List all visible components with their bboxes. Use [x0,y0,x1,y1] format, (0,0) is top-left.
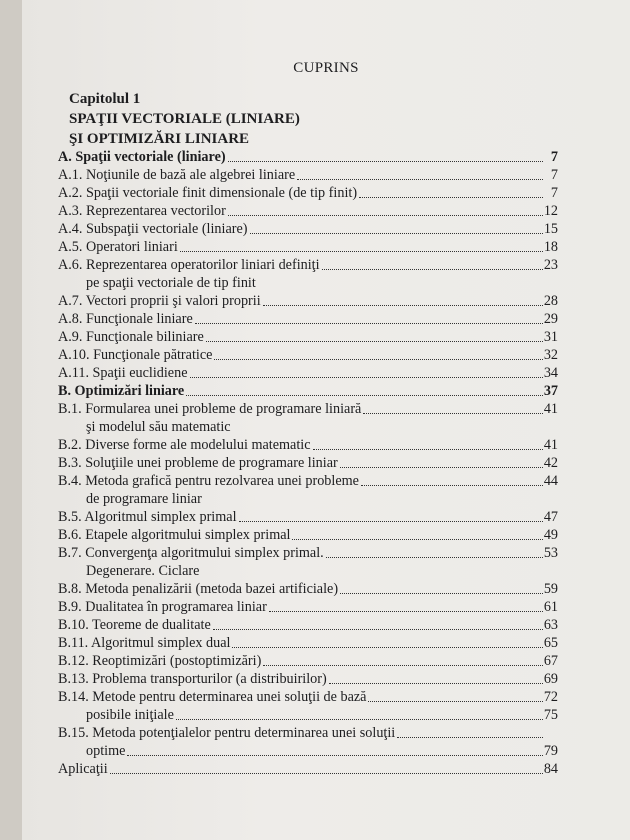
toc-entry [58,328,558,346]
toc-entry-page: 63 [543,617,558,633]
toc-entry [58,454,558,472]
toc-entry-page: 47 [543,509,558,525]
toc-entry-page: 31 [543,329,558,345]
toc-entry-title: Degenerare. Ciclare [86,563,200,579]
toc-entry-page: 61 [543,599,558,615]
toc-leader-dots [263,664,542,666]
toc-entry-page: 37 [543,383,558,399]
toc-entry-page: 7 [550,167,558,183]
toc-entry-title: A.9. Funcţionale biliniare [58,329,204,345]
toc-entry-page: 15 [543,221,558,237]
toc-leader-dots [228,160,543,162]
toc-entry-title: A.2. Spaţii vectoriale finit dimensionale (de tip finit) [58,185,358,201]
toc-leader-dots [110,772,543,774]
toc-entry-title: B.14. Metode pentru determinarea unei soluţii de bază [58,689,367,705]
toc-entry [58,238,558,256]
toc-entry [58,724,558,742]
toc-entry-title: B.5. Algoritmul simplex primal [58,509,237,525]
toc-entry [58,472,558,490]
toc-entry-page: 41 [543,401,558,417]
toc-entry [58,634,558,652]
toc-entry-page: 18 [543,239,558,255]
toc-entry [58,184,558,202]
toc-entry-title: B. Optimizări liniare [58,383,185,399]
page-heading: CUPRINS [293,60,359,76]
toc-entry-title: B.3. Soluţiile unei probleme de programare liniar [58,455,338,471]
toc-entry-title: A.5. Operatori liniari [58,239,178,255]
toc-entry-title: A.3. Reprezentarea vectorilor [58,203,226,219]
toc-leader-dots [292,538,542,540]
toc-entry [58,274,558,292]
toc-leader-dots [190,376,543,378]
toc-leader-dots [195,322,543,324]
toc-entry [58,436,558,454]
toc-entry-page: 65 [543,635,558,651]
toc-leader-dots [206,340,543,342]
toc-entry [58,310,558,328]
toc-entry [58,544,558,562]
toc-leader-dots [186,394,543,396]
toc-entry-page: 32 [543,347,558,363]
toc-entry [58,598,558,616]
toc-entry-title: A.1. Noţiunile de bază ale algebrei liniare [58,167,296,183]
toc-leader-dots [263,304,543,306]
toc-entry-title: B.10. Teoreme de dualitate [58,617,211,633]
toc-entry-page: 23 [543,257,558,273]
toc-entry-page: 29 [543,311,558,327]
toc-entry [58,418,558,436]
toc-entry [58,382,558,400]
toc-leader-dots [232,646,542,648]
toc-entry-page: 7 [550,185,558,201]
toc-entry-page: 34 [543,365,558,381]
toc-entry-title: A.6. Reprezentarea operatorilor liniari definiţi [58,257,320,273]
toc-entry [58,652,558,670]
toc-entry-page: 72 [543,689,558,705]
toc-leader-dots [269,610,543,612]
toc-leader-dots [214,358,542,360]
toc-leader-dots [180,250,543,252]
toc-entry-page: 67 [543,653,558,669]
toc-leader-dots [250,232,543,234]
table-of-contents [58,148,558,778]
toc-leader-dots [329,682,543,684]
chapter-number: Capitolul 1 [69,91,141,107]
toc-entry-page: 7 [550,149,558,165]
toc-entry-page: 69 [543,671,558,687]
toc-entry-page: 28 [543,293,558,309]
toc-entry-page: 12 [543,203,558,219]
toc-entry-page: 59 [543,581,558,597]
chapter-title-line-2: ŞI OPTIMIZĂRI LINIARE [69,131,250,147]
toc-entry [58,202,558,220]
toc-entry-page: 75 [543,707,558,723]
toc-entry-title: posibile iniţiale [86,707,174,723]
toc-entry [58,526,558,544]
toc-leader-dots [340,466,543,468]
toc-entry [58,364,558,382]
toc-entry-title: optime [86,743,126,759]
toc-entry-title: A.11. Spaţii euclidiene [58,365,188,381]
toc-entry-title: B.4. Metoda grafică pentru rezolvarea unei probleme [58,473,359,489]
toc-entry-title: Aplicaţii [58,761,108,777]
toc-entry-title: pe spaţii vectoriale de tip finit [86,275,256,291]
toc-entry-title: de programare liniar [86,491,202,507]
toc-entry-title: B.1. Formularea unei probleme de programare liniară [58,401,362,417]
toc-leader-dots [397,736,543,738]
toc-entry-title: B.7. Convergenţa algoritmului simplex primal. [58,545,324,561]
toc-leader-dots [176,718,543,720]
toc-entry [58,256,558,274]
toc-entry-title: şi modelul său matematic [86,419,231,435]
toc-leader-dots [326,556,543,558]
toc-entry [58,292,558,310]
toc-entry [58,616,558,634]
toc-entry-title: A. Spaţii vectoriale (liniare) [58,149,226,165]
toc-entry [58,706,558,724]
toc-entry [58,742,558,760]
toc-entry-page: 42 [543,455,558,471]
toc-entry [58,670,558,688]
toc-entry [58,148,558,166]
toc-entry-title: B.12. Reoptimizări (postoptimizări) [58,653,262,669]
toc-entry [58,580,558,598]
toc-entry-title: A.10. Funcţionale pătratice [58,347,213,363]
toc-entry-page: 41 [543,437,558,453]
toc-leader-dots [239,520,543,522]
toc-entry-title: B.6. Etapele algoritmului simplex primal [58,527,291,543]
chapter-title-line-1: SPAŢII VECTORIALE (LINIARE) [69,111,300,127]
toc-entry-title: A.7. Vectori proprii şi valori proprii [58,293,261,309]
toc-leader-dots [361,484,543,486]
toc-entry [58,760,558,778]
toc-entry [58,562,558,580]
toc-entry-title: B.9. Dualitatea în programarea liniar [58,599,267,615]
toc-entry [58,688,558,706]
toc-entry [58,346,558,364]
toc-entry-title: A.4. Subspaţii vectoriale (liniare) [58,221,248,237]
toc-entry-page: 79 [543,743,558,759]
toc-entry-page: 84 [543,761,558,777]
chapter-heading [69,89,300,149]
toc-entry [58,166,558,184]
toc-leader-dots [127,754,542,756]
toc-leader-dots [322,268,543,270]
toc-entry [58,220,558,238]
toc-leader-dots [359,196,543,198]
toc-entry-title: A.8. Funcţionale liniare [58,311,193,327]
toc-leader-dots [340,592,543,594]
toc-leader-dots [213,628,543,630]
toc-leader-dots [368,700,542,702]
toc-leader-dots [228,214,543,216]
toc-entry-title: B.8. Metoda penalizării (metoda bazei artificiale) [58,581,339,597]
toc-entry [58,508,558,526]
toc-leader-dots [363,412,542,414]
toc-entry [58,400,558,418]
toc-entry-page: 49 [543,527,558,543]
toc-entry-page: 53 [543,545,558,561]
toc-leader-dots [313,448,543,450]
toc-entry-title: B.2. Diverse forme ale modelului matematic [58,437,311,453]
toc-entry-title: B.11. Algoritmul simplex dual [58,635,231,651]
toc-entry-page: 44 [543,473,558,489]
book-page [22,0,630,840]
toc-entry-title: B.13. Problema transporturilor (a distribuirilor) [58,671,327,687]
toc-entry [58,490,558,508]
toc-entry-title: B.15. Metoda potenţialelor pentru determinarea unei soluţii [58,725,396,741]
toc-leader-dots [297,178,543,180]
